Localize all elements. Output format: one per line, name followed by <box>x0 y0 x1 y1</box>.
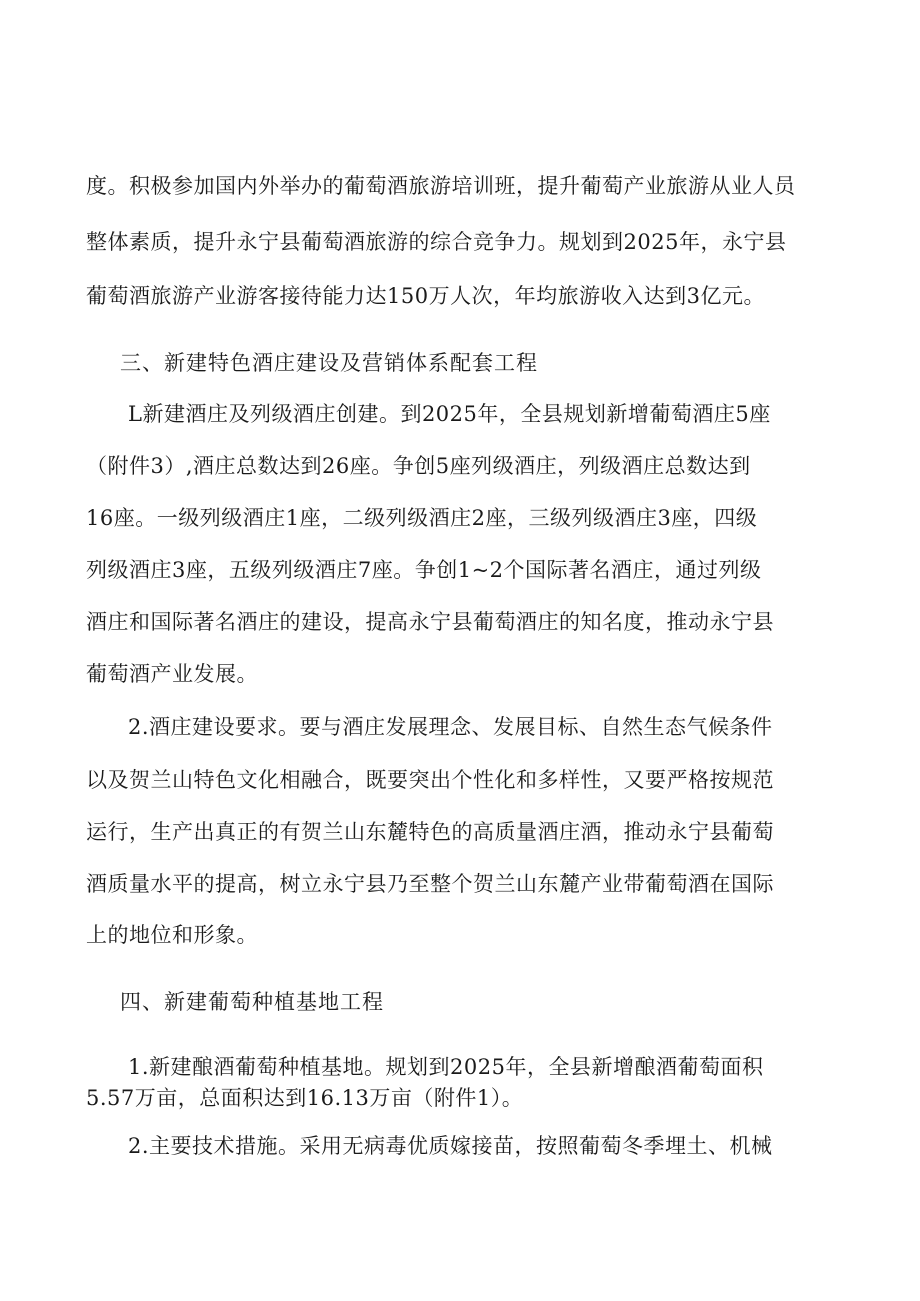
paragraph-line: 葡萄酒产业发展。 <box>86 662 258 686</box>
paragraph-line: 16座。一级列级酒庄1座，二级列级酒庄2座，三级列级酒庄3座，四级 <box>86 506 758 530</box>
paragraph-line: 上的地位和形象。 <box>86 923 258 947</box>
paragraph-line: 度。积极参加国内外举办的葡萄酒旅游培训班，提升葡萄产业旅游从业人员 <box>86 174 796 198</box>
paragraph-line: （附件3）,酒庄总数达到26座。争创5座列级酒庄，列级酒庄总数达到 <box>86 454 751 478</box>
section-heading: 三、新建特色酒庄建设及营销体系配套工程 <box>120 351 538 375</box>
paragraph-line: 酒庄和国际著名酒庄的建设，提高永宁县葡萄酒庄的知名度，推动永宁县 <box>86 610 774 634</box>
paragraph-line: 运行，生产出真正的有贺兰山东麓特色的高质量酒庄酒，推动永宁县葡萄 <box>86 820 774 844</box>
paragraph-line: 以及贺兰山特色文化相融合，既要突出个性化和多样性，又要严格按规范 <box>86 768 774 792</box>
paragraph-line: 葡萄酒旅游产业游客接待能力达150万人次，年均旅游收入达到3亿元。 <box>86 284 765 308</box>
paragraph-line: 酒质量水平的提高，树立永宁县乃至整个贺兰山东麓产业带葡萄酒在国际 <box>86 872 774 896</box>
paragraph-line: 整体素质，提升永宁县葡萄酒旅游的综合竞争力。规划到2025年，永宁县 <box>86 230 787 254</box>
paragraph-line: 2.酒庄建设要求。要与酒庄发展理念、发展目标、自然生态气候条件 <box>128 715 773 739</box>
section-heading: 四、新建葡萄种植基地工程 <box>120 990 384 1014</box>
paragraph-line: 2.主要技术措施。采用无病毒优质嫁接苗，按照葡萄冬季埋土、机械 <box>128 1134 773 1158</box>
paragraph-line: L新建酒庄及列级酒庄创建。到2025年，全县规划新增葡萄酒庄5座 <box>128 402 771 426</box>
paragraph-line: 列级酒庄3座，五级列级酒庄7座。争创1~2个国际著名酒庄，通过列级 <box>86 558 762 582</box>
paragraph-line: 1.新建酿酒葡萄种植基地。规划到2025年，全县新增酿酒葡萄面积 <box>128 1055 764 1079</box>
paragraph-line: 5.57万亩，总面积达到16.13万亩（附件1）。 <box>86 1086 524 1110</box>
